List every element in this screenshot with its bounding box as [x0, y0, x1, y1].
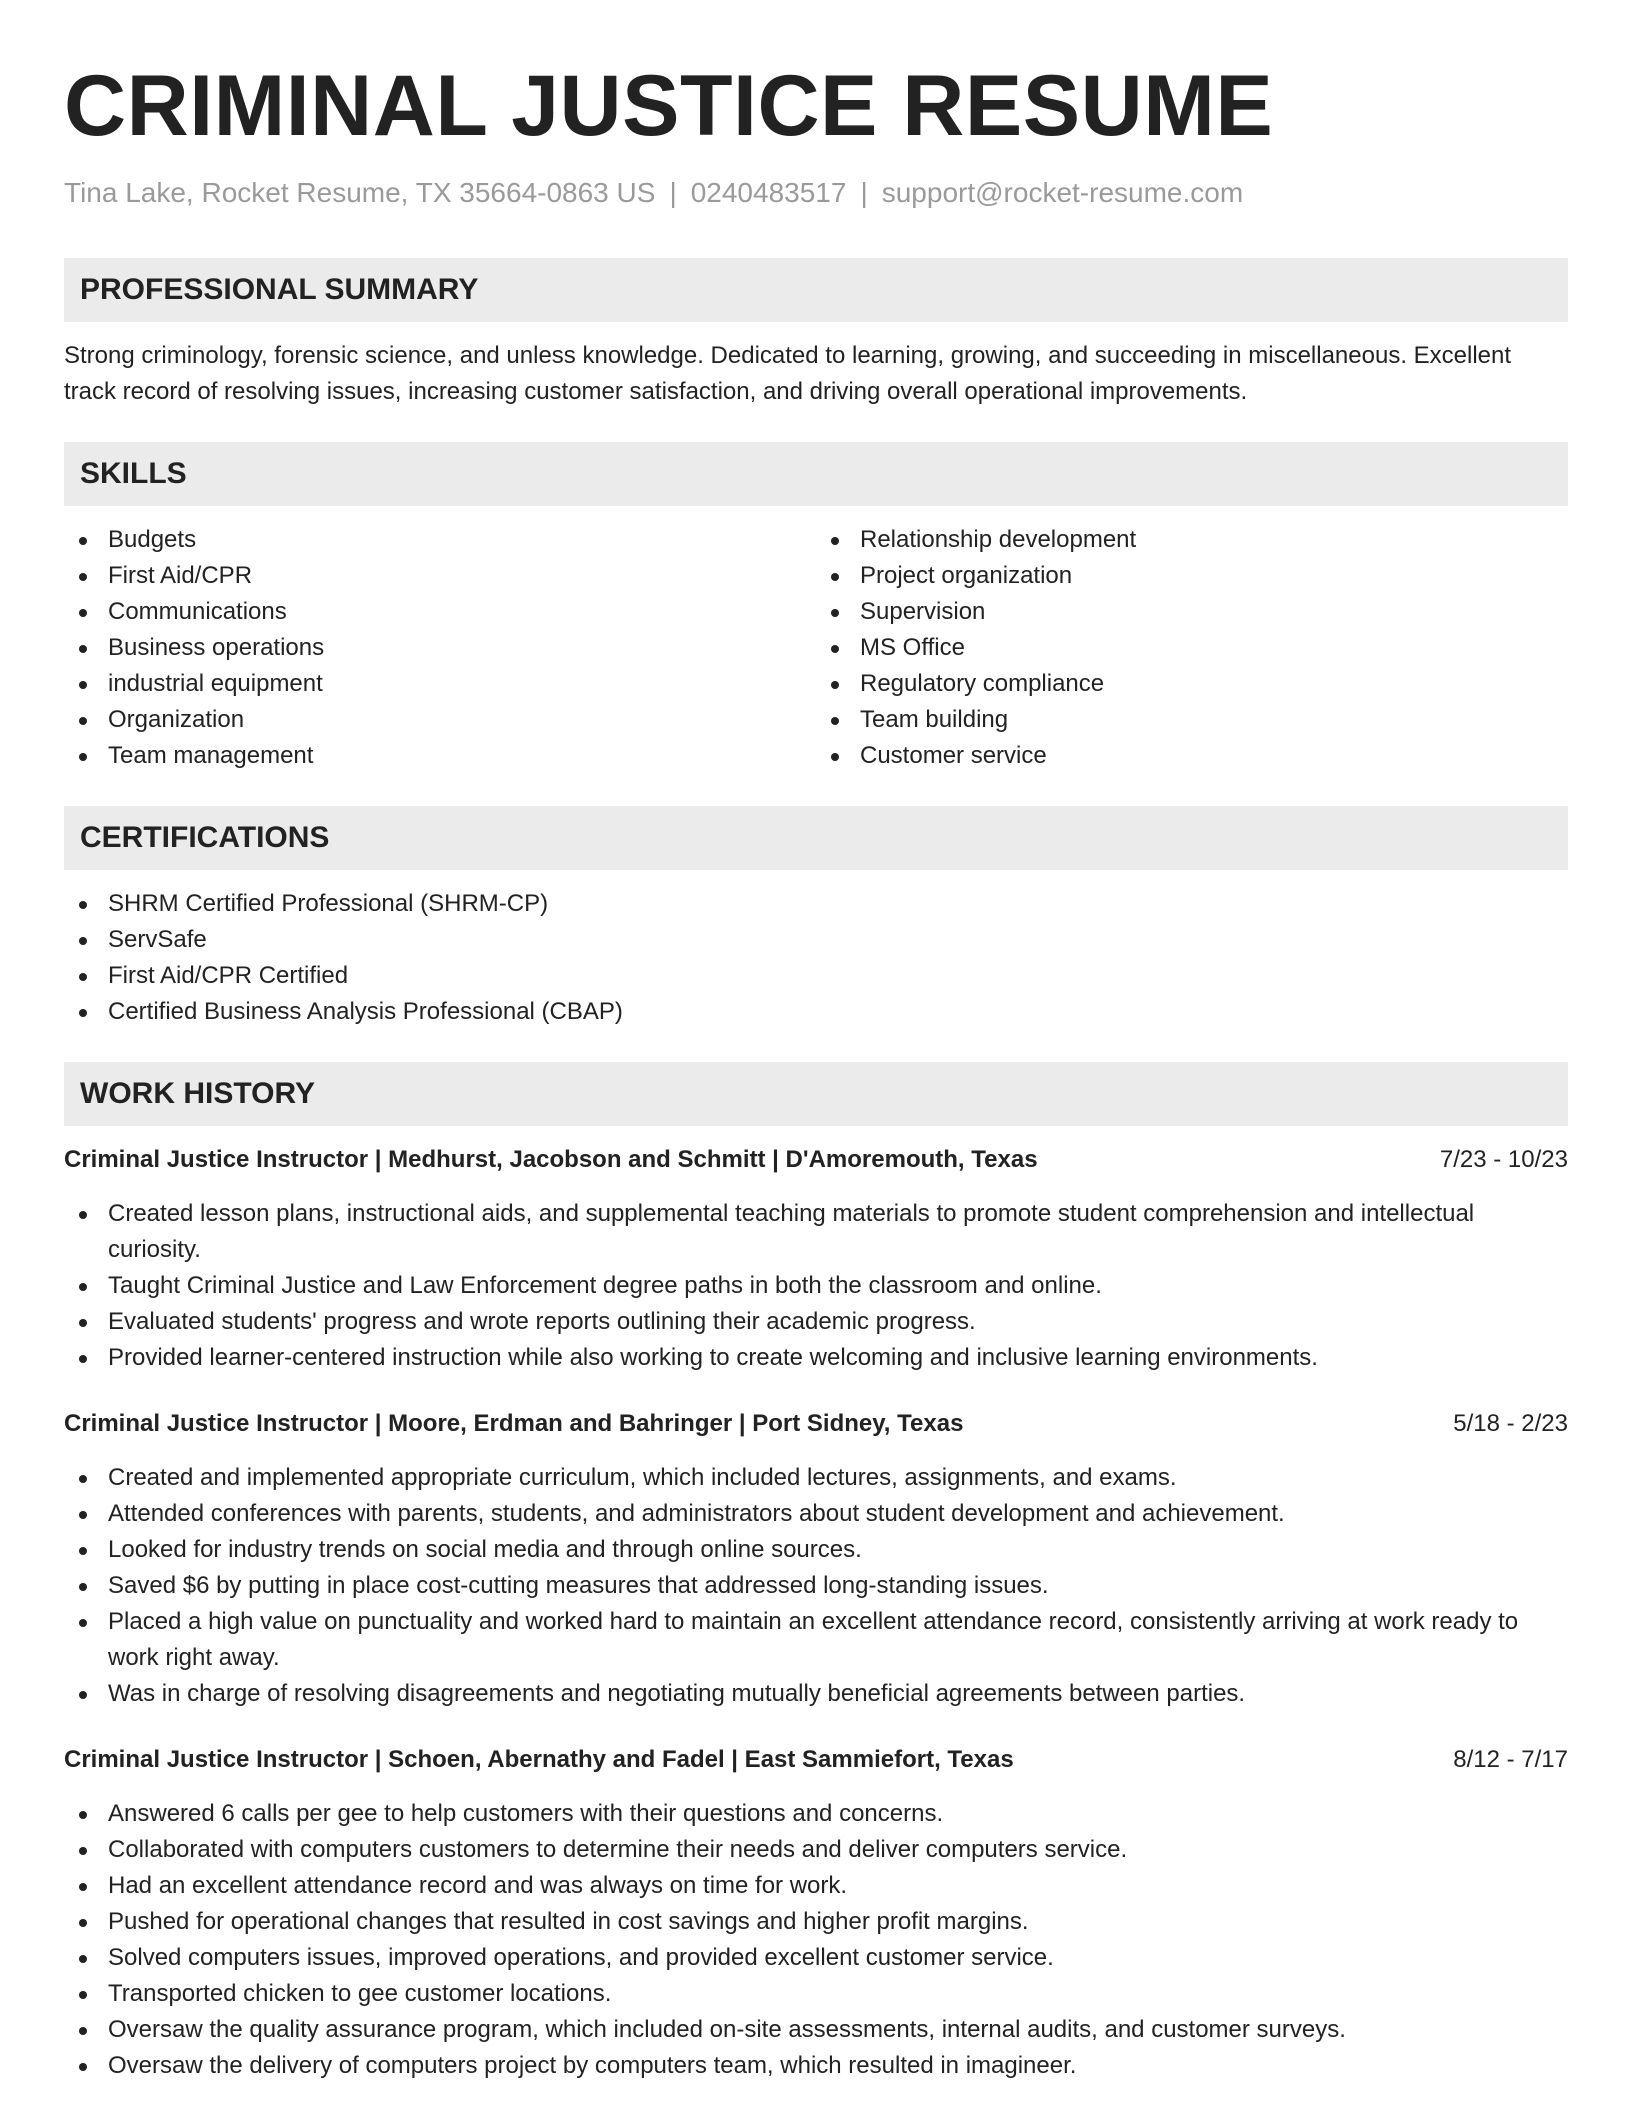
job-bullet: Oversaw the delivery of computers project by computers team, which resulted in imagineer. [64, 2048, 1568, 2084]
job-bullet: Answered 6 calls per gee to help customers with their questions and concerns. [64, 1796, 1568, 1832]
skill-item: Communications [64, 594, 816, 630]
job-title: Criminal Justice Instructor | Moore, Erdman and Bahringer | Port Sidney, Texas [64, 1410, 964, 1437]
skill-item: Relationship development [816, 522, 1568, 558]
certification-item: First Aid/CPR Certified [64, 958, 1568, 994]
contact-address: Tina Lake, Rocket Resume, TX 35664-0863 US [64, 177, 656, 208]
job-entry [64, 1742, 1568, 2084]
skill-item: Supervision [816, 594, 1568, 630]
job-bullet: Evaluated students' progress and wrote reports outlining their academic progress. [64, 1304, 1568, 1340]
job-header [64, 1742, 1568, 1778]
section-heading-certifications: CERTIFICATIONS [64, 806, 1568, 870]
job-header [64, 1406, 1568, 1442]
skill-item: Organization [64, 702, 816, 738]
skills-column-right [816, 522, 1568, 774]
job-bullet: Pushed for operational changes that resulted in cost savings and higher profit margins. [64, 1904, 1568, 1940]
skill-item: Regulatory compliance [816, 666, 1568, 702]
skill-item: Team management [64, 738, 816, 774]
job-bullet: Taught Criminal Justice and Law Enforcement degree paths in both the classroom and online. [64, 1268, 1568, 1304]
resume-title: CRIMINAL JUSTICE RESUME [64, 58, 1274, 154]
skills-column-left [64, 522, 816, 774]
job-bullets [64, 1796, 1568, 2084]
job-bullet: Was in charge of resolving disagreements and negotiating mutually beneficial agreements between parties. [64, 1676, 1568, 1712]
job-dates: 7/23 - 10/23 [1439, 1146, 1568, 1173]
job-bullets [64, 1460, 1568, 1712]
job-dates: 5/18 - 2/23 [1453, 1410, 1568, 1437]
job-bullet: Had an excellent attendance record and was always on time for work. [64, 1868, 1568, 1904]
job-bullet: Provided learner-centered instruction while also working to create welcoming and inclusive learning environments. [64, 1340, 1568, 1376]
job-title: Criminal Justice Instructor | Schoen, Abernathy and Fadel | East Sammiefort, Texas [64, 1746, 1014, 1773]
summary-text: Strong criminology, forensic science, and unless knowledge. Dedicated to learning, growing, and succeeding in miscellaneous. Excellent track record of resolving issues, increasing customer satisfaction, and driving overall operational improvements. [64, 342, 1512, 405]
contact-phone: 0240483517 [690, 177, 847, 208]
certification-item: Certified Business Analysis Professional (CBAP) [64, 994, 1568, 1030]
skill-item: Business operations [64, 630, 816, 666]
job-dates: 8/12 - 7/17 [1453, 1746, 1568, 1773]
job-title: Criminal Justice Instructor | Medhurst, Jacobson and Schmitt | D'Amoremouth, Texas [64, 1146, 1038, 1173]
job-bullet: Oversaw the quality assurance program, which included on-site assessments, internal audits, and customer surveys. [64, 2012, 1568, 2048]
job-bullet: Solved computers issues, improved operations, and provided excellent customer service. [64, 1940, 1568, 1976]
certification-item: ServSafe [64, 922, 1568, 958]
job-bullet: Placed a high value on punctuality and worked hard to maintain an excellent attendance record, consistently arriving at work ready to work right away. [64, 1604, 1568, 1676]
certifications-list [64, 886, 1568, 1030]
section-heading-work-history: WORK HISTORY [64, 1062, 1568, 1126]
job-bullet: Transported chicken to gee customer locations. [64, 1976, 1568, 2012]
job-bullet: Created and implemented appropriate curriculum, which included lectures, assignments, and exams. [64, 1460, 1568, 1496]
job-header [64, 1142, 1568, 1178]
contact-line [64, 176, 1568, 210]
job-bullet: Collaborated with computers customers to determine their needs and deliver computers service. [64, 1832, 1568, 1868]
contact-email: support@rocket-resume.com [881, 177, 1244, 208]
contact-separator: | [669, 177, 677, 208]
job-entry [64, 1406, 1568, 1712]
job-entry [64, 1142, 1568, 1376]
section-heading-skills: SKILLS [64, 442, 1568, 506]
job-bullet: Looked for industry trends on social media and through online sources. [64, 1532, 1568, 1568]
job-bullet: Created lesson plans, instructional aids, and supplemental teaching materials to promote student comprehension and intellectual curiosity. [64, 1196, 1568, 1268]
certification-item: SHRM Certified Professional (SHRM-CP) [64, 886, 1568, 922]
skill-item: First Aid/CPR [64, 558, 816, 594]
skill-item: Team building [816, 702, 1568, 738]
contact-separator: | [860, 177, 868, 208]
skills-grid [64, 522, 1568, 774]
job-bullet: Attended conferences with parents, students, and administrators about student development and achievement. [64, 1496, 1568, 1532]
skill-item: Customer service [816, 738, 1568, 774]
skill-item: Budgets [64, 522, 816, 558]
section-heading-summary: PROFESSIONAL SUMMARY [64, 258, 1568, 322]
skill-item: industrial equipment [64, 666, 816, 702]
skill-item: Project organization [816, 558, 1568, 594]
skill-item: MS Office [816, 630, 1568, 666]
job-bullet: Saved $6 by putting in place cost-cutting measures that addressed long-standing issues. [64, 1568, 1568, 1604]
job-bullets [64, 1196, 1568, 1376]
